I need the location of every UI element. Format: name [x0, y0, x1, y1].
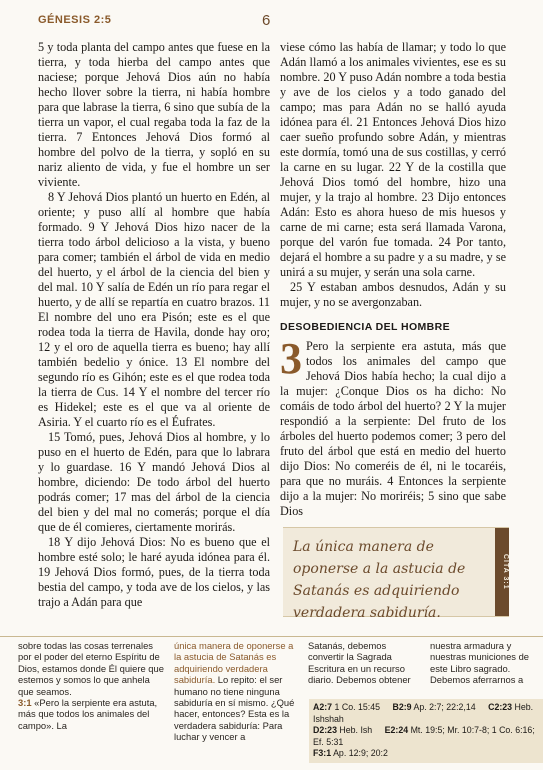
- paragraph: 5 y toda planta del campo antes que fuese en la tierra, y toda hierba del campo antes que naciese; porque Jehová Dios aún no había hecho llover sobre la tierra, ni había hombre para que labrase la tierra, 6 sino que subía de la tierra un vapor, el cual regaba toda la faz de la tierra. 7 Entonces Jehová Dios formó al hombre del polvo de la tierra, y sopló en su nariz aliento de vida, y fue el hombre un ser viviente.: [38, 40, 270, 189]
- commentary-ref: 3:1: [18, 697, 32, 709]
- chapter-number: 3: [280, 334, 302, 383]
- paragraph: 18 Y dijo Jehová Dios: No es bueno que el hombre esté solo; le haré ayuda idónea para él. 19 Jehová Dios formó, pues, de la tierra toda bestia del campo, y toda ave de los cielos, y las trajo a Adán para que: [38, 535, 270, 609]
- xref: E2:24 Mt. 19:5; Mr. 10:7-8; 1 Co. 6:16; Ef. 5:31: [313, 725, 535, 747]
- running-header: GÉNESIS 2:5: [38, 14, 112, 26]
- paragraph: 8 Y Jehová Dios plantó un huerto en Edén, al oriente; y puso allí al hombre que había formado. 9 Y Jehová Dios hizo nacer de la tierra todo árbol delicioso a la vista, y bueno para comer; también el árbol de vida en medio del huerto, y el árbol de la ciencia del bien y del mal. 10 Y salía de Edén un río para regar el huerto, y de allí se repartía en cuatro brazos. 11 El nombre del uno era Pisón; este es el que rodea toda la tierra de Havila, donde hay oro; 12 y el oro de aquella tierra es bueno; hay allí también bedelio y ónice. 13 El nombre del segundo río es Gihón; este es el que rodea toda la tierra de Cus. 14 Y el nombre del tercer río es Hidekel; este es el que va al oriente de Asiria. Y el cuarto río es el Éufrates.: [38, 190, 270, 429]
- pull-quote: [283, 527, 509, 621]
- commentary-text: nuestra armadura y nuestras municiones de este Libro sagrado. Debemos aferrarnos a: [430, 640, 530, 686]
- commentary-col-4: [430, 640, 542, 686]
- xref: D2:23 Heb. Ish: [313, 725, 373, 735]
- xref: A2:7 1 Co. 15:45: [313, 702, 381, 712]
- commentary-col-3: [308, 640, 424, 686]
- xref-line: [313, 725, 541, 748]
- commentary-text: Lo repito: el ser humano no tiene ninguna sabiduría en sí mismo. ¿Qué hacer, entonces? Esta es la verdadera sabiduría: Para luchar y vencer a: [174, 674, 295, 743]
- quote-text: La única manera de oponerse a la astucia de Satanás es adquiriendo verdadera sabiduría.: [293, 539, 466, 621]
- page-number: 6: [262, 12, 271, 29]
- paragraph: 25 Y estaban ambos desnudos, Adán y su mujer, y no se avergonzaban.: [280, 280, 506, 309]
- quote-tab: CITA 3:1: [495, 528, 509, 616]
- paragraph: 15 Tomó, pues, Jehová Dios al hombre, y lo puso en el huerto de Edén, para que lo labrara y lo guardase. 16 Y mandó Jehová Dios al hombre, diciendo: De todo árbol del huerto podrás comer; 17 mas del árbol de la ciencia del bien y del mal no comerás; porque el día que de él comieres, ciertamente morirás.: [38, 430, 270, 534]
- chapter-text: Pero la serpiente era astuta, más que todos los animales del campo que Jehová Dios había hecho; la cual dijo a la mujer: ¿Conque Dios os ha dicho: No comáis de todo árbol del huerto? 2 Y la mujer respondió a la serpiente: Del fruto de los árboles del huerto podemos comer; 3 pero del fruto del árbol que está en medio del huerto dijo Dios: No comeréis de él, ni le tocaréis, para que no muráis. 4 Entonces la serpiente dijo a la mujer: No moriréis; 5 sino que sabe Dios: [280, 339, 506, 518]
- xref-line: [313, 748, 541, 760]
- commentary-text: Satanás, debemos convertir la Sagrada Escritura en un recurso diario. Debemos obtener: [308, 640, 411, 686]
- commentary-highlight: única manera de oponerse a la astucia de Satanás es adquiriendo verdadera sabiduría.: [174, 640, 294, 686]
- footer-divider: [0, 636, 543, 637]
- xref-line: [313, 702, 541, 725]
- xref: C2:23 Heb. Ishshah: [313, 702, 534, 724]
- xref: F3:1 Ap. 12:9; 20:2: [313, 748, 388, 758]
- paragraph: viese cómo las había de llamar; y todo lo que Adán llamó a los animales vivientes, ese es su nombre. 20 Y puso Adán nombre a toda bestia y ave de los cielos y a todo ganado del campo; mas para Adán no se halló ayuda idónea para él. 21 Entonces Jehová Dios hizo caer sueño profundo sobre Adán, y mientras este dormía, tomó una de sus costillas, y cerró la carne en su lugar. 22 Y de la costilla que Jehová Dios tomó del hombre, hizo una mujer, y la trajo al hombre. 23 Dijo entonces Adán: Esto es ahora hueso de mis huesos y carne de mi carne; esta será llamada Varona, porque del varón fue tomada. 24 Por tanto, dejará el hombre a su padre y a su madre, y se unirá a su mujer, y serán una sola carne.: [280, 40, 506, 279]
- commentary-col-1: [18, 640, 168, 731]
- commentary-text: sobre todas las cosas terrenales por el poder del eterno Espíritu de Dios, estamos donde Él quiere que estemos y somos lo que anhela que seamos.: [18, 640, 164, 697]
- section-title: DESOBEDIENCIA DEL HOMBRE: [280, 321, 451, 333]
- chapter-paragraph: [280, 334, 506, 519]
- commentary-col-2: [174, 640, 302, 743]
- right-column: [280, 40, 506, 519]
- commentary-text: «Pero la serpiente era astuta, más que todos los animales del campo». La: [18, 697, 158, 731]
- left-column: [38, 40, 270, 610]
- cross-references: [309, 699, 543, 763]
- xref: B2:9 Ap. 2:7; 22:2,14: [392, 702, 476, 712]
